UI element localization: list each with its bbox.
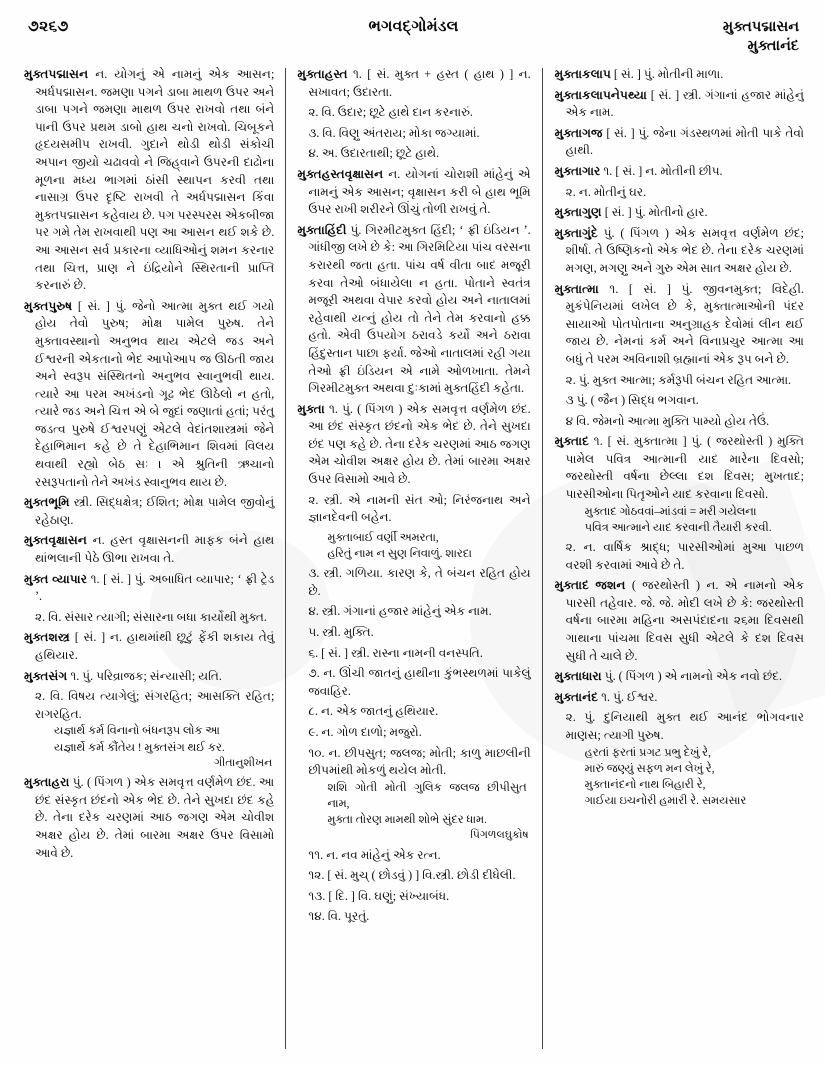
entry-definition: ૧. [ સં. ] પું. જીવનમુક્ત; વિદેહી. મુકંપેનિયમાં લખેલ છે કે, મુક્તાત્માઓની પંદર સાયાઓ પોતપોતાના અનુગ્રાહક દેવોમાં લીન થઈ જાય છે. નેમનાં કર્મ અને વિનાપ્રચુર આત્મા આ બધું તે પરમ અવિનાશી બ્રહ્માનાં એક રૂપ બને છે. xyxy=(565,281,804,366)
dictionary-entry xyxy=(555,87,804,122)
entry-quotation-line: મુક્તા તોરણ મામથી શોભે સુંદર ધામ. xyxy=(327,814,487,827)
entry-definition: [ સં. ] પું. જેના ગંડસ્થળમાં મોતી પાકે તેવો હાથી. xyxy=(565,125,804,158)
entry-definition: ૨. ન. વાર્ષિક શ્રાદ્ધ; પારસીઓમાં મુઆ પાછળ વરશી કરવામાં આવે છે તે. xyxy=(565,540,804,572)
entry-headword: મુક્તવૃક્ષાસન xyxy=(24,533,87,548)
entry-headword: મુક્તાકલાપ xyxy=(554,67,611,81)
entry-headword: મુક્તાદ જશન xyxy=(554,578,626,593)
entry-text xyxy=(555,413,804,431)
book-title: ભગવદ્ગોમંડલ xyxy=(368,18,459,35)
dictionary-entry xyxy=(555,392,804,410)
entry-definition: ૨. પું. દુનિયાથી મુક્ત થઈ આનંદ ભોગવનાર માણસ; ત્યાગી પુરુષ. xyxy=(565,710,804,742)
entry-headword: મુક્તસંગ xyxy=(24,668,68,683)
dictionary-entry xyxy=(24,609,274,627)
dictionary-entry xyxy=(297,125,530,143)
entry-definition: પું. ( પિંગળ ) એક સમવૃત્ત વર્ણમેળ છંદ; શીર્ષા. તે ઉષ્ણિકનો એક ભેદ છે. તેના દરેક ચરણમાં મગણ, મગણુ અને ગુરુ એમ સાત અક્ષર હોય છે. xyxy=(565,225,804,275)
dictionary-entry xyxy=(297,166,530,219)
entry-citation: પિંગળલઘુકોષ xyxy=(470,829,529,842)
entry-definition: ૭. ન. ઊંચી જાતનું હાથીના કુંભસ્થળમાં પાકેલું જવાહિર. xyxy=(308,666,531,698)
entry-headword: મુક્તાહિંદી xyxy=(297,222,347,237)
dictionary-entry xyxy=(297,401,530,489)
entry-headword: મુક્તાદ xyxy=(554,434,589,449)
dictionary-entry xyxy=(297,847,530,865)
dictionary-entry xyxy=(297,745,530,844)
entry-definition: ૫. સ્ત્રી. મુક્તિ. xyxy=(308,625,374,639)
entry-text xyxy=(24,571,274,606)
dictionary-entry xyxy=(24,532,274,567)
entry-text xyxy=(297,745,530,780)
dictionary-entry xyxy=(24,494,274,529)
entry-definition: ૨. વિ. ઉદાર; છૂટે હાથે દાન કરનારું. xyxy=(308,105,473,120)
entry-quotation-line: પવિત્ર આત્માને યાદ કરવાની તૈયારી કરવી. xyxy=(584,521,772,534)
entry-text xyxy=(297,645,530,663)
dictionary-entry xyxy=(297,624,530,642)
dictionary-entry xyxy=(297,222,530,398)
entry-quotation-line: મુક્તાદ ગોઠવવાં–માંડવાં = મરી ગયેલના xyxy=(584,505,757,518)
entry-text xyxy=(297,222,530,398)
entry-text xyxy=(24,688,274,723)
entry-text xyxy=(24,668,274,686)
entry-definition: ૧. [ સં. ] પું. અબાધિત વ્યાપાર; ‘ ફ્રી ટ્રેડ ’. xyxy=(35,571,275,604)
entry-text xyxy=(297,166,530,219)
entry-text xyxy=(555,281,804,369)
entry-definition: ૧. પું. ( પિંગળ ) એક સમવૃત્ત વર્ણમેળ છંદ. આ છંદ સંસ્કૃત છંદનો એક ભેદ છે. તેને સુખદા છંદ પણ કહે છે. તેના દરેક ચરણમાં આઠ જગણ એમ ચોવીશ અક્ષર હોય છે. તેમાં બારમા અક્ષર ઉપર વિસામો આવે છે. xyxy=(308,401,531,487)
dictionary-entry xyxy=(555,413,804,431)
entry-text xyxy=(24,629,274,664)
entry-definition: ૧૪. વિ. પૂરતું. xyxy=(308,909,370,924)
entry-definition: ૪ વિ. જેમનો આત્મા મુક્તિ પામ્યો હોય તેઉં. xyxy=(565,413,770,428)
entry-text xyxy=(297,867,530,885)
entry-headword: મુક્તહસ્તવૃક્ષાસન xyxy=(297,166,384,181)
entry-definition: ( જરથોસ્તી ) ન. એ નામનો એક પારસી તહેવાર. જે. જે. મોદી લખે છે કે: જરથોસ્તી વર્ષના બારમા મહિના અસપંદાદના ૨૬મા દિવસથી ગાથાના પાંચમા દિવસ સુધી એટલે કે દશ દિવસ સુધી તે ચાલે છે. xyxy=(565,578,804,663)
entry-definition: ન. યોગનું એ નામનું એક આસન; અર્ધપદ્માસન. જમણા પગને ડાબા માથળ ઉપર અને ડાબા પગને જમણા માથળ ઉપર રાખવો તથા બંને પાની ઉપર પ્રથમ ડાબો હાથ ચનો રાખવો. ચિબૂકને હૃદયસમીપ રાખવી. ગુદાને થોડી થોડી સંકોચી અપાન જીયો ચઢાવવો ને જિહ્‌વાને ઉપરની દાઢોના મૂળના મધ્ય ભાગમાં ઠાંસી સ્થાપન કરવી તથા નાસાગ્ર ઉપર દૃષ્ટિ રાખવી તે અર્ધપદ્માસન કિંવા મુક્તપદ્માસન કહેવાય છે. પગ પરસ્પરસ એકબીજા પર ગમે તેમ રાખવાથી પણ આ આસન થઈ શકે છે. આ આસન સર્વ પ્રકારના વ્યાધિઓનું શમન કરનાર તથા ચિત્ત, પ્રાણ ને ઇંદ્રિયોને સ્થિરતાની પ્રાપ્તિ કરનારું છે. xyxy=(35,67,275,293)
dictionary-entry xyxy=(24,774,274,862)
entry-text xyxy=(24,532,274,567)
dictionary-entry xyxy=(555,125,804,160)
entry-definition: ૨. વિ. સંસાર ત્યાગી; સંસારના બધા કાર્યોથી મુક્ત. xyxy=(35,609,267,624)
entry-quotation-line: હરિતું નામ ન સુણ નિવાળું. શારદા xyxy=(327,548,472,561)
dictionary-entry xyxy=(297,908,530,926)
entry-definition: ૧૧. ન. નવ માંહેનું એક રત્ન. xyxy=(308,847,441,862)
catchword-last: મુક્તાનંદ xyxy=(747,38,799,55)
entry-headword: મુક્તાત્મા xyxy=(554,281,599,296)
catchwords xyxy=(723,18,799,56)
dictionary-entry xyxy=(297,145,530,163)
entry-headword: મુક્તાહરા xyxy=(24,775,70,790)
entry-definition: પું. ( પિંગળ ) એક સમવૃત્ત વર્ણમેળ છંદ. આ છંદ સંસ્કૃત છંદનો એક ભેદ છે. તેને સુખદા છંદ કહે છે. તેના દરેક ચરણમાં આઠ જગણ એમ ચોવીશ અક્ષર હોય છે. તેમાં બારમા અક્ષર ઉપર વિસામો આવે છે. xyxy=(35,775,275,860)
entry-definition: ૩. વિ. વિણુ અંતરાય; મોકા જગ્યામાં. xyxy=(308,125,480,140)
entry-definition: [ સં. ] પું. જેનો આત્મા મુક્ત થઈ ગયો હોય તેવો પુરુષ; મોક્ષ પામેલ પુરુષ. તેને મુક્તાવસ્થાનો અનુભવ થાય એટલે જડ અને ઈશ્વરની એકતાનો ભેદ આપોઆપ જ ઊઠતી જાય અને સ્વરૂપ સંસ્થિતનો અનુભવ સ્વાનુભવી થાય. ત્યારે આ પરમ અખંડનો ગૂઢ ભેદ ઊઠેલો ન હતો, ત્યારે જડ અને ચિત્ત એ બે જુદાં જણાતાં હતાં; પરંતુ જડત્વ પુરુષે ઈશ્વરપણું એટલે વેદાંતશાસ્ત્રમાં જેને દેહાભિમાન કહે છે તે દેહાભિમાન શિવમાં વિલય થવાથી રહ્યો બેઠ સઃ । એ શ્રુતિની ઋચાનો રસરૂપતાનો તેને અખંડ સ્વાનુભવ થાય છે. xyxy=(35,298,275,489)
entry-text xyxy=(555,184,804,202)
entry-headword: મુક્તાનંદ xyxy=(554,689,599,704)
entry-definition: ૧૩. [ દિ. ] વિ. ઘણું; સંખ્યાબંધ. xyxy=(308,888,450,903)
entry-quotation-line: હરતાં ફરતાં પ્રગટ પ્રભુ દેખું રે, xyxy=(584,746,711,759)
entry-headword: મુક્તાગજ xyxy=(554,125,603,140)
entry-quotation-line: શશિ ગોતી મોતી ગુલિક જલજ છીપીસુત નામ, xyxy=(327,781,527,810)
dictionary-entry xyxy=(297,867,530,885)
entry-headword: મુક્તાહસ્ત xyxy=(297,67,348,81)
entry-definition: ૪. સ્ત્રી. ગંગાનાં હજાર માંહેનું એક નામ. xyxy=(308,604,492,619)
column-1 xyxy=(24,66,285,1051)
dictionary-entry xyxy=(24,298,274,492)
entry-text xyxy=(24,494,274,529)
entry-definition: ન. યોગનાં ચોરાશી માંહેનું એ નામનું એક આસન; વૃક્ષાસન કરી બે હાથ ભૂમિ ઉપર રાખી શરીરને ઊંચું તોળી રાખવું તે. xyxy=(308,166,531,217)
entry-text xyxy=(297,125,530,143)
dictionary-entry xyxy=(555,689,804,707)
dictionary-entry xyxy=(24,688,274,771)
dictionary-entry xyxy=(24,66,274,295)
entry-text xyxy=(555,87,804,122)
entry-definition: ૧. [ સં. ] ન. મોતીની છીપ. xyxy=(600,163,723,178)
entry-text xyxy=(555,225,804,278)
entry-text xyxy=(555,668,804,686)
entry-text xyxy=(555,577,804,665)
catchword-first: મુક્તપદ્માસન xyxy=(722,19,799,35)
entry-definition: ૪. અ. ઉદારતાથી; છૂટે હાથે. xyxy=(308,146,440,161)
entry-text xyxy=(555,689,804,707)
entry-definition: ૧. પું. ઈશ્વર. xyxy=(598,689,658,704)
dictionary-entry xyxy=(24,629,274,664)
column-2 xyxy=(286,66,541,1051)
entry-definition: ૨. સ્ત્રી. એ નામની સંત ઓ; નિરંજનાથ અને જ્ઞાનદેવની બહેન. xyxy=(308,492,531,525)
entry-definition: [ સં. ] પું. મોતીની માળા. xyxy=(610,67,724,81)
dictionary-entry xyxy=(297,530,530,562)
dictionary-entry xyxy=(555,66,804,84)
entry-text xyxy=(555,125,804,160)
entry-headword: મુક્તાકલાપનેપથ્યા xyxy=(554,87,647,102)
dictionary-entry xyxy=(555,281,804,369)
entry-text xyxy=(555,66,804,84)
dictionary-entry xyxy=(297,492,530,527)
dictionary-entry xyxy=(297,603,530,621)
dictionary-entry xyxy=(297,565,530,600)
entry-headword: મુક્ત વ્યાપાર xyxy=(24,571,88,586)
entry-definition: [ સં. ] પું. મોતીનો હાર. xyxy=(601,205,708,220)
dictionary-entry xyxy=(24,668,274,686)
entry-definition: ૨. ન. મોતીનું ઘર. xyxy=(565,184,647,199)
entry-headword: મુક્તાગાર xyxy=(554,163,601,178)
text-columns xyxy=(24,66,804,1051)
entry-headword: મુક્તાગુણ xyxy=(554,205,602,220)
entry-definition: ૨. પું. મુક્ત આત્મા; કર્મરૂપી બંચન રહિત આત્મા. xyxy=(565,372,792,387)
entry-definition: ૩. સ્ત્રી. ગળિયા. કારણ કે, તે બંચન રહિત હોય છે. xyxy=(308,566,531,598)
entry-text xyxy=(555,372,804,390)
entry-definition: ૩ પું. ( જૈન ) સિદ્ધ ભગવાન. xyxy=(565,393,699,408)
entry-text xyxy=(297,665,530,700)
entry-text xyxy=(297,565,530,600)
entry-quotation-line: યજ્ઞાર્થે કર્મ કૌંતેય ! મુક્તસંગ થઈ કર. xyxy=(54,741,225,754)
entry-definition: ૧. [ સં. મુક્તાત્મા ] પું. ( જરથોસ્તી ) મુક્તિ પામેલ પવિત્ર આત્માની યાદ મારેના દિવસો; જરથોસ્તી વર્ષના છેલ્લા દશ દિવસ; મુખતાદ; પારસીઓના પિતૃઓને યાદ કરવાના દિવસો. xyxy=(565,434,804,502)
entry-definition: પું. ગિરમીટમુક્ત હિંદી; ‘ ફ્રી ઇંડિયન ’. ગાંધીજી લખે છે કે: આ ગિરમિટિયા પાંચ વરસના કરારથી જતા હતા. પાંચ વર્ષ વીતા બાદ મજૂરી કરવા તેઓ બંધાયેલા ન હતા. પોતાને સ્વતંત્ર મજૂરી અથવા વેપાર કરવો હોય અને નાતાલમાં રહેવાથી યત્નું હોય તો તેને તેમ કરવાનો હક્ક હતો. એવી ઉપયોગ ઠરાવડે કર્યો અને ઠરાવા હિંદુસ્તાન પાછા ફર્યા. જેઓ નાતાલમાં રહી ગયા તેઓ ફ્રી ઇંડિયન એ નામે ઓળખાતા. તેમને ગિરમીટમુક્ત અથવા દુઃકામાં મુક્તહિંદી કહેતા. xyxy=(308,222,531,396)
entry-text xyxy=(24,298,274,492)
dictionary-entry xyxy=(297,665,530,700)
entry-text xyxy=(297,908,530,926)
dictionary-entry xyxy=(297,703,530,721)
dictionary-entry xyxy=(555,433,804,536)
entry-headword: મુક્તા xyxy=(297,401,325,416)
dictionary-entry xyxy=(555,204,804,222)
entry-text xyxy=(297,401,530,489)
dictionary-entry xyxy=(297,645,530,663)
entry-headword: મુક્તશસ્ત્ર xyxy=(24,630,70,645)
entry-text xyxy=(555,433,804,503)
entry-text xyxy=(297,145,530,163)
page-folio-number: ૭૨૬૭ xyxy=(28,18,69,35)
entry-quotation-line: ગાઈયા ઇચનોરી હમારી રે. સમયસાર xyxy=(584,795,747,808)
entry-text xyxy=(555,163,804,181)
entry-quotation-line: મુક્તાનંદનો નાથ બિહારી રે, xyxy=(584,778,706,791)
entry-headword: મુક્તભૂમિ xyxy=(24,495,70,510)
dictionary-entry xyxy=(555,184,804,202)
dictionary-entry xyxy=(555,539,804,574)
entry-text xyxy=(24,66,274,295)
entry-headword: મુક્તપદ્માસન xyxy=(24,67,89,81)
entry-headword: મુક્તપુરુષ xyxy=(24,298,73,313)
dictionary-entry xyxy=(555,163,804,181)
entry-text xyxy=(297,847,530,865)
running-head xyxy=(28,18,799,64)
entry-text xyxy=(24,774,274,862)
dictionary-entry xyxy=(297,888,530,906)
entry-definition: પું. ( પિંગળ ) એ નામનો એક નવો છંદ. xyxy=(601,669,783,684)
dictionary-entry xyxy=(555,709,804,809)
entry-quotation-line: મારું જણ્યું સફળ મન લેખું રે, xyxy=(584,762,715,775)
entry-headword: મુક્તાધારા xyxy=(554,669,602,684)
entry-text xyxy=(297,66,530,101)
dictionary-entry xyxy=(555,225,804,278)
entry-text xyxy=(555,539,804,574)
entry-definition: ૧૨. [ સં. મુચ્ ( છોડવું ) ] વિ.સ્ત્રી. છોડી દીધેલી. xyxy=(308,868,516,883)
entry-text xyxy=(24,609,274,627)
entry-definition: ન. હસ્ત વૃક્ષાસનની માફક બંને હાથ થાંભલાની પેઠે ઊભા રાખવા તે. xyxy=(35,533,275,566)
entry-definition: ૯. ન. ગોળ દાળો; મજુરો. xyxy=(308,724,422,739)
entry-citation: ગીતાનુશીખન xyxy=(214,756,273,769)
entry-text xyxy=(297,492,530,527)
entry-definition: ૧. પું. પરિવ્રાજક; સંન્યાસી; યતિ. xyxy=(67,668,222,683)
entry-definition: ૧૦. ન. છીપસુત; જલજ; મોતી; કાળુ માછલીની છીપમાંથી મોકળું થયેલ મોતી. xyxy=(308,745,531,778)
entry-definition: ૧. [ સં. મુક્ત + હસ્ત ( હાથ ) ] ન. સખાવત; ઉદારતા. xyxy=(308,67,531,99)
entry-text xyxy=(297,703,530,721)
entry-quotation-line: યજ્ઞાર્થ કર્મ વિનાનો બંધનરૂપ લોક આ xyxy=(54,725,220,738)
entry-text xyxy=(555,392,804,410)
dictionary-entry xyxy=(555,372,804,390)
entry-definition: [ સં. ] સ્ત્રી. ગંગાનાં હજાર માંહેનું એક નામ. xyxy=(565,87,804,120)
entry-text xyxy=(297,888,530,906)
dictionary-entry xyxy=(555,668,804,686)
entry-text xyxy=(297,603,530,621)
dictionary-entry xyxy=(297,66,530,101)
entry-definition: [ સં. ] ન. હાથમાંથી છૂટું ફેંકી શકાય તેવું હથિયાર. xyxy=(35,630,275,662)
entry-headword: મુક્તાગુંદે xyxy=(554,225,598,240)
entry-text xyxy=(555,709,804,744)
dictionary-entry xyxy=(297,104,530,122)
entry-text xyxy=(297,724,530,742)
dictionary-entry xyxy=(555,577,804,665)
entry-definition: ૮. ન. એક જાતનું હથિયાર. xyxy=(308,704,439,719)
entry-definition: ૨. વિ. વિષય ત્યાગેલું; સંગરહિત; આસક્તિ રહિત; રાગરહિત. xyxy=(35,689,275,721)
column-3 xyxy=(543,66,804,1051)
entry-quotation-line: મુક્તાબાઈ વર્ણી અમરતા, xyxy=(327,531,439,544)
entry-text xyxy=(297,624,530,642)
entry-definition: સ્ત્રી. સિદ્ધક્ષેત્ર; ઈશિત; મોક્ષ પામેલ જીવોનું રહેઠાણ. xyxy=(35,495,275,527)
dictionary-entry xyxy=(297,724,530,742)
entry-text xyxy=(555,204,804,222)
dictionary-entry xyxy=(24,571,274,606)
entry-text xyxy=(297,104,530,122)
entry-definition: ૬. [ સં. ] સ્ત્રી. રાસ્ના નામની વનસ્પતિ. xyxy=(308,645,483,660)
